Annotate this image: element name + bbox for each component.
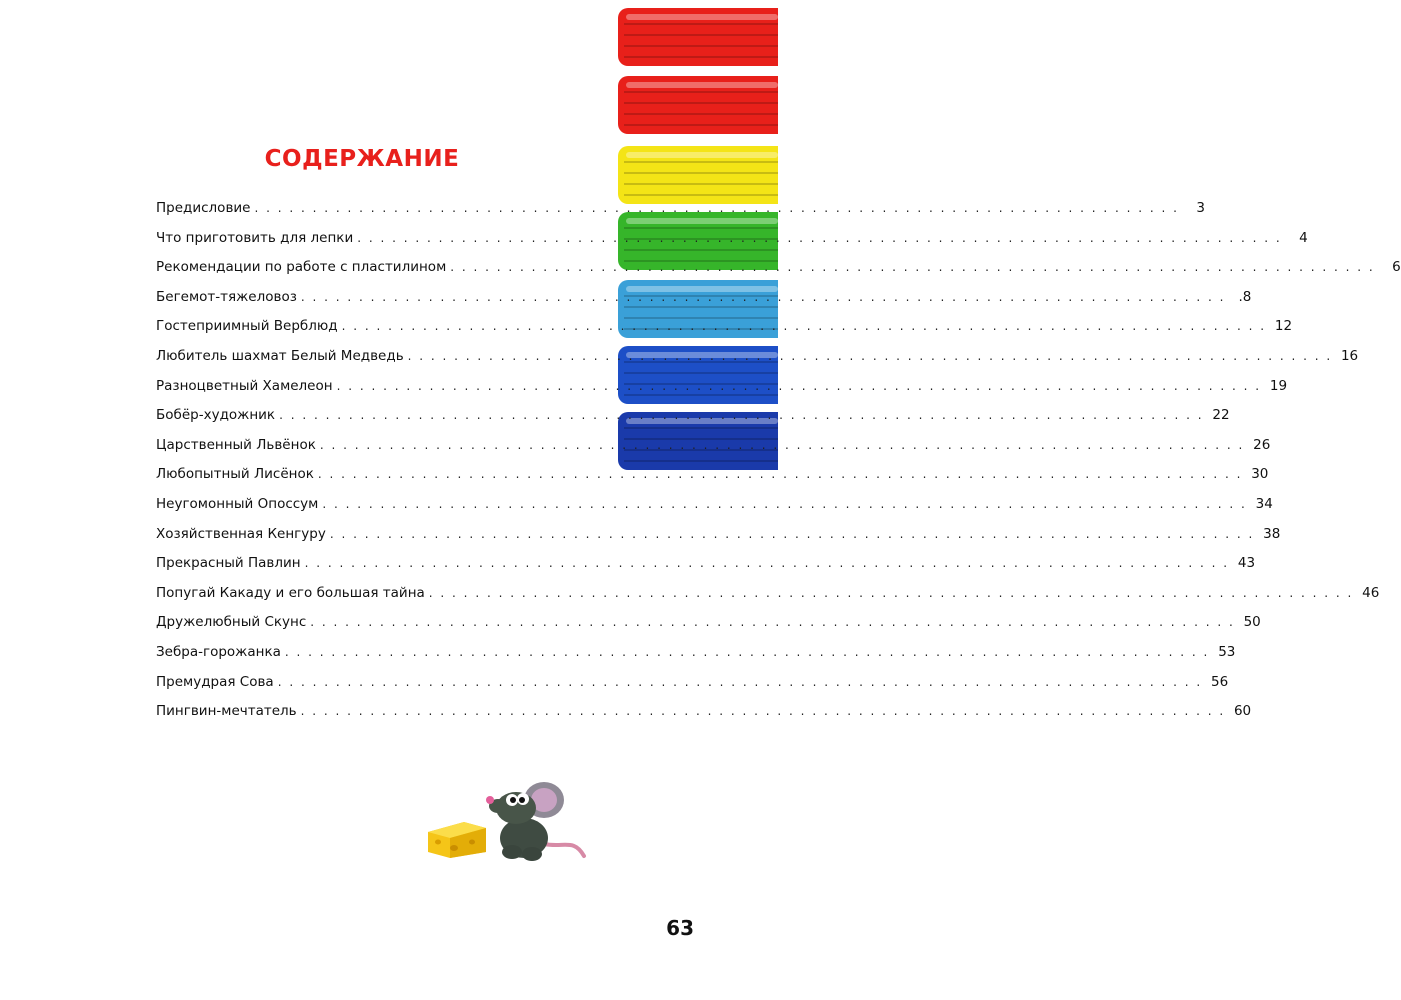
dot-leader: . . . . . . . . . . . . . . . . . . . . . . . . . . . . . . . . . . . . . . . . . . . . . . . . . . . . . . . . . . . . . . . . . . . . . . . . . . . . . . . .	[428, 585, 1354, 600]
dot-leader: . . . . . . . . . . . . . . . . . . . . . . . . . . . . . . . . . . . . . . . . . . . . . . . . . . . . . . . . . . . . . . . . . . . . . . . . . . . . . . . .	[329, 526, 1255, 541]
toc-entry-title: Разноцветный Хамелеон	[156, 377, 333, 394]
dot-leader: . . . . . . . . . . . . . . . . . . . . . . . . . . . . . . . . . . . . . . . . . . . . . . . . . . . . . . . . . . . . . . . . . . . . . . . . . . . . . . . .	[310, 615, 1235, 630]
dot-leader: . . . . . . . . . . . . . . . . . . . . . . . . . . . . . . . . . . . . . . . . . . . . . . . . . . . . . . . . . . . . . . . . . . . . . . . . . . . . . . . .	[300, 289, 1226, 304]
toc-entry	[156, 466, 1269, 496]
dot-leader: . . . . . . . . . . . . . . . . . . . . . . . . . . . . . . . . . . . . . . . . . . . . . . . . . . . . . . . . . . . . . . . . . . . . . . . . . . . . . . . .	[304, 556, 1230, 571]
toc-entry-page: 53	[1218, 643, 1236, 660]
toc-entry-page: 46	[1362, 584, 1380, 601]
toc-entry-page: 12	[1274, 318, 1293, 335]
dot-leader: . . . . . . . . . . . . . . . . . . . . . . . . . . . . . . . . . . . . . . . . . . . . . . . . . . . . . . . . . . . . . . . . . . . . . . . . . . . . . . . .	[317, 467, 1243, 482]
toc-entry-title: Хозяйственная Кенгуру	[156, 525, 326, 542]
toc-entry-page: 60	[1233, 703, 1252, 720]
dot-leader: . . . . . . . . . . . . . . . . . . . . . . . . . . . . . . . . . . . . . . . . . . . . . . . . . . . . . . . . . . . . . . . . . . . . . . . . . . . . . . . .	[300, 704, 1226, 719]
toc-entry-title: Бобёр-художник	[156, 407, 276, 424]
toc-entry	[156, 703, 1252, 733]
mouse-image	[486, 782, 584, 861]
page-number: 63	[666, 916, 694, 940]
dot-leader: . . . . . . . . . . . . . . . . . . . . . . . . . . . . . . . . . . . . . . . . . . . . . . . . . . . . . . . . . . . . . . . . . . . . . . . . . . . . . . . .	[322, 496, 1247, 511]
toc-entry-title: Попугай Какаду и его большая тайна	[156, 584, 425, 601]
toc-entry-title: Бегемот-тяжеловоз	[156, 288, 297, 305]
toc-entry-page: 19	[1269, 377, 1288, 394]
mouse-and-cheese-illustration	[424, 778, 590, 864]
toc-entry-title: Предисловие	[156, 200, 251, 216]
toc-entry	[156, 555, 1256, 585]
toc-entry	[156, 614, 1261, 644]
toc-entry-page: .8	[1238, 288, 1252, 305]
toc-entry	[156, 643, 1236, 674]
dot-leader: . . . . . . . . . . . . . . . . . . . . . . . . . . . . . . . . . . . . . . . . . . . . . . . . . . . . . . . . . . . . . . . . . . . . . . . . . . . . . . . .	[284, 644, 1210, 659]
toc-entry-title: Прекрасный Павлин	[156, 555, 301, 572]
toc-entry-title: Любитель шахмат Белый Медведь	[156, 347, 404, 364]
toc-entry-page: 26	[1253, 436, 1271, 453]
toc-entry	[156, 377, 1288, 408]
toc-entry-page: 3	[1196, 200, 1205, 216]
toc-entry-title: Что приготовить для лепки	[156, 229, 354, 246]
dot-leader: . . . . . . . . . . . . . . . . . . . . . . . . . . . . . . . . . . . . . . . . . . . . . . . . . . . . . . . . . . . . . . . . . . . . . . . . . . . . . . . .	[277, 674, 1203, 689]
toc-entry-page: 6	[1392, 259, 1401, 276]
toc-entry-title: Дружелюбный Скунс	[156, 614, 307, 631]
toc-entry	[156, 436, 1271, 467]
page-title: СОДЕРЖАНИЕ	[264, 146, 460, 172]
toc-entry-page: 56	[1211, 673, 1229, 690]
toc-entry-title: Любопытный Лисёнок	[156, 466, 314, 483]
toc-entry	[156, 229, 1308, 260]
toc-entry	[156, 259, 1401, 289]
dot-leader: . . . . . . . . . . . . . . . . . . . . . . . . . . . . . . . . . . . . . . . . . . . . . . . . . . . . . . . . . . . . . . . . . . . . . . . . . . . . . . . .	[336, 378, 1262, 393]
toc-entry	[156, 288, 1252, 319]
dot-leader: . . . . . . . . . . . . . . . . . . . . . . . . . . . . . . . . . . . . . . . . . . . . . . . . . . . . . . . . . . . . . . . . . . . . . . . . . . . . . . . .	[319, 437, 1245, 452]
toc-entry-title: Гостеприимный Верблюд	[156, 318, 338, 335]
toc-entry-page: 4	[1299, 229, 1308, 246]
toc-entry-page: 43	[1237, 555, 1256, 572]
toc-entry	[156, 318, 1293, 348]
toc-entry-title: Рекомендации по работе с пластилином	[156, 259, 447, 276]
dot-leader: . . . . . . . . . . . . . . . . . . . . . . . . . . . . . . . . . . . . . . . . . . . . . . . . . . . . . . . . . . . . . . . . . . . . . . . . . . . . . . . .	[407, 348, 1333, 363]
toc-entry	[156, 525, 1281, 556]
toc-entry-title: Пингвин-мечтатель	[156, 703, 297, 720]
dot-leader: . . . . . . . . . . . . . . . . . . . . . . . . . . . . . . . . . . . . . . . . . . . . . . . . . . . . . . . . . . . . . . . . . . . . . . . . . . . . . . . .	[357, 230, 1282, 245]
cheese-image	[428, 822, 486, 858]
plasticine-stick	[618, 8, 778, 66]
dot-leader: . . . . . . . . . . . . . . . . . . . . . . . . . . . . . . . . . . . . . . . . . . . . . . . . . . . . . . . . . . . . . . . . . . . . . . . . . . . . . . . .	[341, 319, 1267, 334]
toc-entry-title: Зебра-горожанка	[156, 643, 281, 660]
toc-entry	[156, 407, 1230, 437]
toc-entry	[156, 495, 1273, 526]
toc-entry-title: Неугомонный Опоссум	[156, 495, 319, 512]
toc-entry-page: 38	[1263, 525, 1281, 542]
toc-entry-page: 34	[1255, 495, 1273, 512]
toc-entry-title: Царственный Львёнок	[156, 436, 316, 453]
toc-entry	[156, 347, 1359, 378]
dot-leader: . . . . . . . . . . . . . . . . . . . . . . . . . . . . . . . . . . . . . . . . . . . . . . . . . . . . . . . . . . . . . . . . . . . . . . . . . . . . . . . .	[450, 260, 1375, 275]
plasticine-stick	[618, 76, 778, 134]
toc-entry	[156, 673, 1229, 704]
toc-entry-page: 30	[1251, 466, 1269, 483]
dot-leader: . . . . . . . . . . . . . . . . . . . . . . . . . . . . . . . . . . . . . . . . . . . . . . . . . . . . . . . . . . . . . . . . . . . . . . . . . . . . . . . .	[279, 408, 1204, 423]
dot-leader: . . . . . . . . . . . . . . . . . . . . . . . . . . . . . . . . . . . . . . . . . . . . . . . . . . . . . . . . . . . . . . . . . . . . . . . . . . . . . . . .	[254, 201, 1179, 215]
toc-entry-page: 22	[1212, 407, 1230, 424]
table-of-contents	[156, 200, 1401, 733]
toc-entry-page: 16	[1340, 347, 1359, 364]
toc-entry-title: Премудрая Сова	[156, 673, 274, 690]
toc-entry-page: 50	[1243, 614, 1261, 631]
toc-entry	[156, 200, 1205, 230]
toc-entry	[156, 584, 1380, 615]
